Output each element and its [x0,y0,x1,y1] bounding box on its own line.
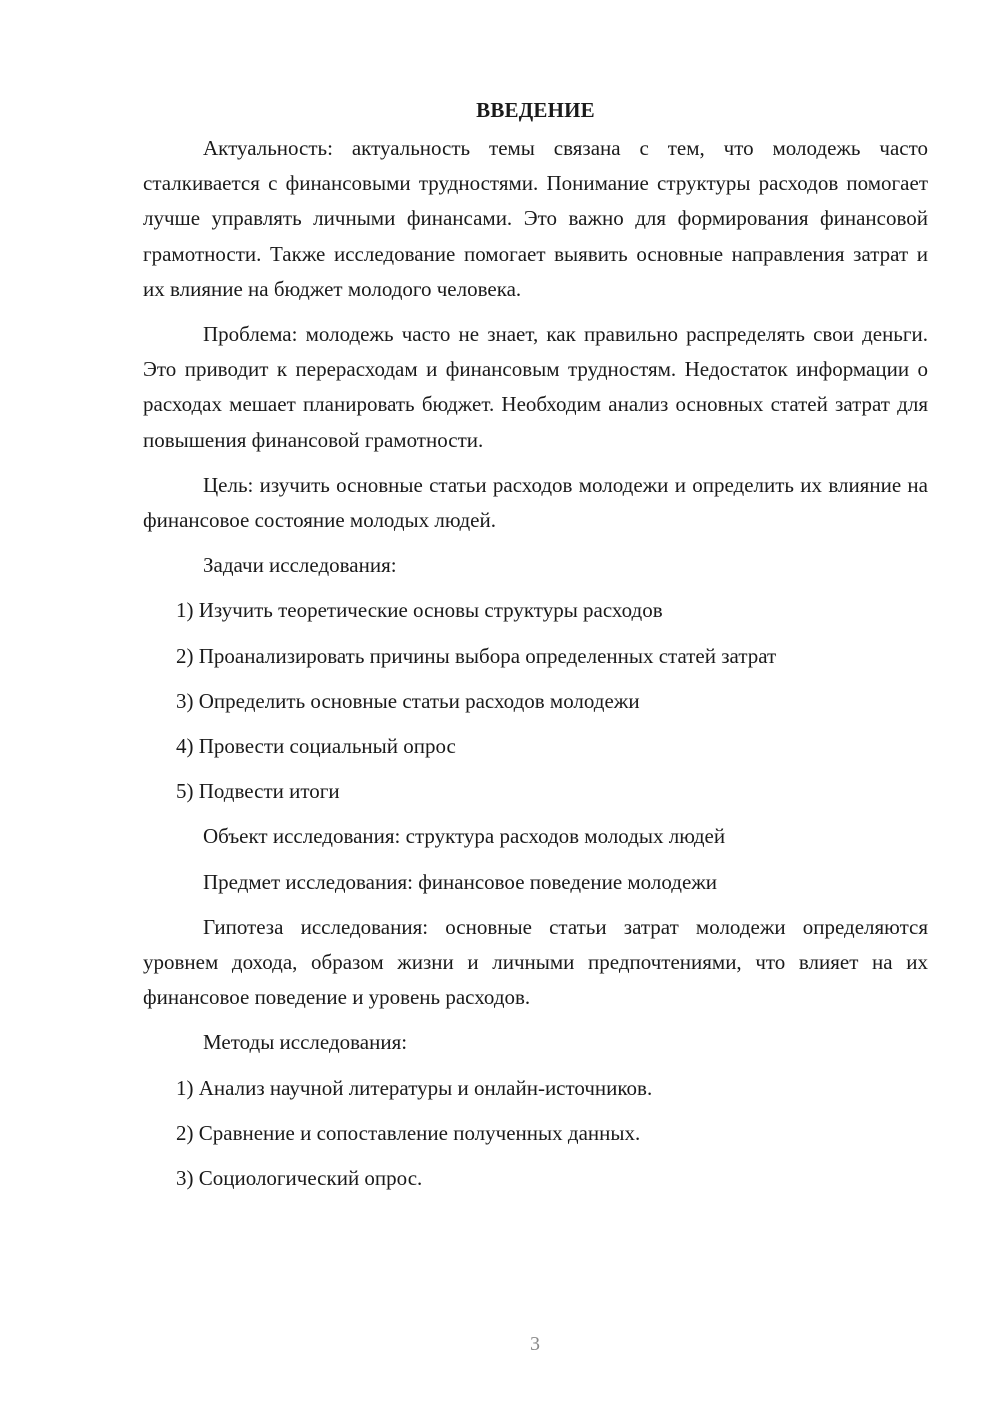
page-title: ВВЕДЕНИЕ [476,98,595,122]
hypothesis-paragraph: Гипотеза исследования: основные статьи затрат молодежи определяются уровнем дохода, образом жизни и личными предпочтениями, что влияет на их финансовое поведение и уровень расходов. [143,914,928,1010]
methods-heading: Методы исследования: [203,1030,408,1055]
list-item: 4) Провести социальный опрос [176,734,456,759]
tasks-list [143,593,928,809]
problem-paragraph: Проблема: молодежь часто не знает, как правильно распределять свои деньги. Это приводит к перерасходам и финансовым трудностям. Недостаток информации о расходах мешает планировать бюджет. Необходим анализ основных статей затрат для повышения финансовой грамотности. [143,322,928,452]
methods-list [143,1071,928,1197]
research-subject: Предмет исследования: финансовое поведение молодежи [203,869,718,894]
document-page [143,95,928,1206]
list-item: 2) Проанализировать причины выбора определенных статей затрат [176,643,777,668]
page-number: 3 [530,1333,540,1355]
list-item: 3) Определить основные статьи расходов молодежи [176,688,640,713]
relevance-paragraph: Актуальность: актуальность темы связана с тем, что молодежь часто сталкивается с финансовыми трудностями. Понимание структуры расходов помогает лучше управлять личными финансами. Это важно для формирования финансовой грамотности. Также исследование помогает выявить основные направления затрат и их влияние на бюджет молодого человека. [143,136,928,301]
list-item: 2) Сравнение и сопоставление полученных данных. [176,1120,641,1145]
list-item: 3) Социологический опрос. [176,1166,423,1191]
tasks-heading: Задачи исследования: [203,553,397,578]
goal-paragraph: Цель: изучить основные статьи расходов молодежи и определить их влияние на финансовое состояние молодых людей. [143,472,928,533]
list-item: 1) Изучить теоретические основы структуры расходов [176,598,663,623]
list-item: 1) Анализ научной литературы и онлайн-источников. [176,1075,653,1100]
research-object: Объект исследования: структура расходов молодых людей [203,824,726,849]
list-item: 5) Подвести итоги [176,779,340,804]
